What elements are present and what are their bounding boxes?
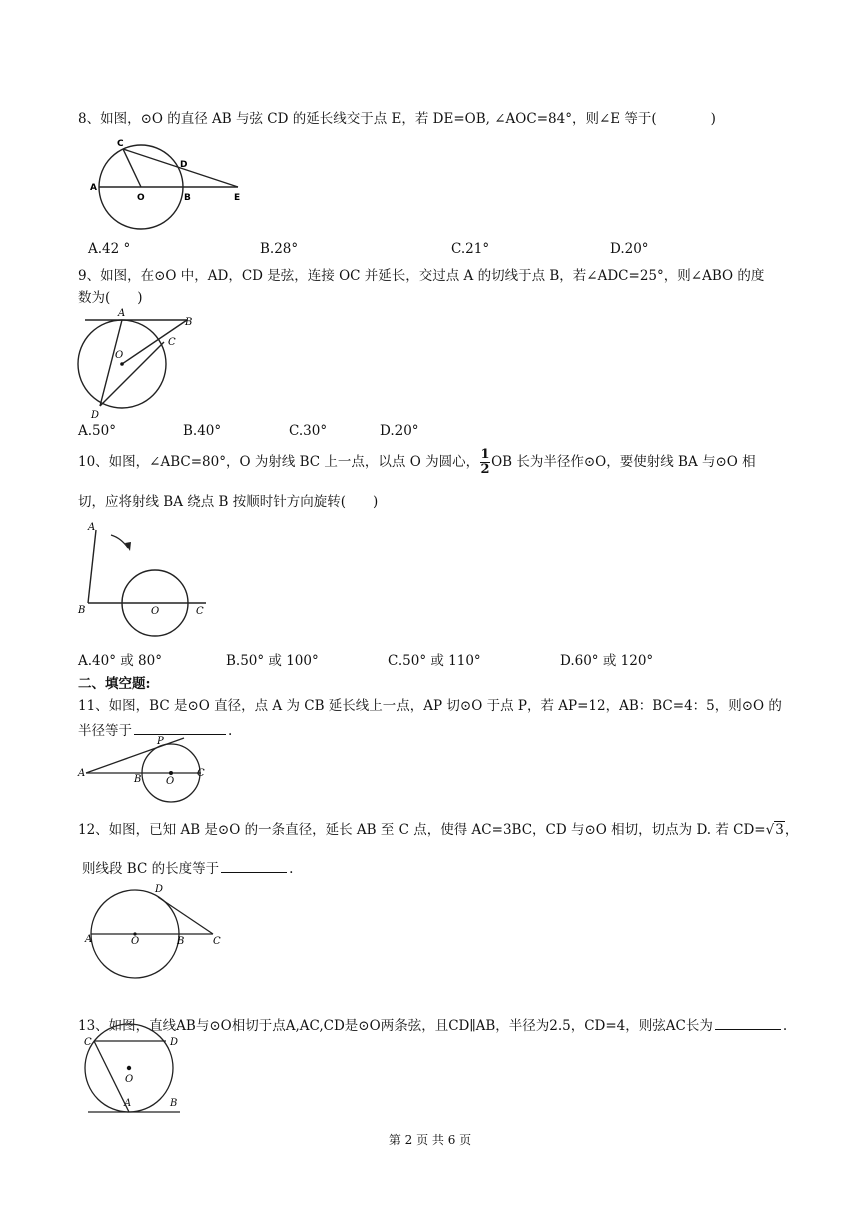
q12-line2-text: 则线段 BC 的长度等于 [82,861,220,877]
q9-line-ob [122,320,187,364]
q9-line-ad [100,320,122,406]
q13-answer-blank[interactable] [715,1028,781,1030]
q10-label-c: C [196,606,204,617]
q10-line1-b: OB 长为半径作⊙O，要使射线 BA 与⊙O 相 [491,454,756,470]
q10-option-a[interactable]: A.40° 或 80° [78,653,162,669]
q9-label-b: B [185,317,193,328]
q13-label-c: C [84,1037,92,1048]
q10-fraction [480,449,490,476]
q13-label-a: A [124,1098,132,1109]
q11-label-o: O [166,776,175,787]
q9-line-dc [100,342,164,406]
q8-label-b: B [184,193,191,203]
q10-line1 [78,449,756,476]
q11-line2-text: 半径等于 [78,723,132,739]
q8-option-c[interactable]: C.21° [451,241,490,257]
q12-sqrt-value: 3 [775,822,784,838]
q11-label-b: B [134,774,142,785]
q11-label-c: C [197,768,205,779]
q12-label-o: O [131,936,140,947]
q12-line1-b: ， [784,822,799,838]
q8-figure [88,132,248,232]
q8-label-o: O [137,193,145,203]
q8-label-e: E [234,193,241,203]
q8-label-a: A [90,183,97,193]
q9-label-d: D [91,410,100,421]
section-title-fill-in: 二、填空题: [78,676,151,692]
q9-center-dot [120,362,124,366]
q10-line1-a: 10、如图，∠ABC=80°，O 为射线 BC 上一点，以点 O 为圆心， [78,454,480,470]
q10-option-d[interactable]: D.60° 或 120° [560,653,654,669]
q10-ray-ba [88,530,96,603]
q13-label-o: O [125,1074,134,1085]
q10-label-o: O [151,606,160,617]
q11-figure [76,734,216,804]
q13-text: 13、如图，直线AB与⊙O相切于点A,AC,CD是⊙O两条弦，且CD∥AB，半径为2.5，CD=4，则弦AC长为 [78,1018,713,1034]
q8-text: 8、如图，⊙O 的直径 AB 与弦 CD 的延长线交于点 E，若 DE=OB, ∠AOC=84°，则∠E 等于( ) [78,111,716,127]
q9-line1: 9、如图，在⊙O 中，AD，CD 是弦，连接 OC 并延长，交过点 A 的切线于点 B，若∠ADC=25°，则∠ABO 的度 [78,268,765,284]
q11-label-a: A [78,768,86,779]
q10-rotation-arrow [111,535,128,548]
q9-option-c[interactable]: C.30° [289,423,328,439]
q11-tangent-ap [86,738,184,773]
q9-label-a: A [118,308,126,319]
q10-option-b[interactable]: B.50° 或 100° [226,653,319,669]
q9-option-d[interactable]: D.20° [380,423,419,439]
q9-line2: 数为( ) [78,290,143,306]
q12-tangent-dc [158,897,213,934]
q9-option-b[interactable]: B.40° [183,423,222,439]
q10-label-a: A [88,522,96,533]
q12-figure [78,880,228,980]
q13-text-end: . [782,1018,788,1034]
q8-label-d: D [180,160,188,170]
q9-option-a[interactable]: A.50° [78,423,116,439]
q8-label-c: C [117,139,124,149]
q13-label-d: D [170,1037,179,1048]
q12-line1-a: 12、如图，已知 AB 是⊙O 的一条直径，延长 AB 至 C 点，使得 AC=3BC，CD 与⊙O 相切，切点为 D. 若 CD= [78,822,766,838]
page-footer: 第 2 页 共 6 页 [388,1133,472,1147]
q10-option-c[interactable]: C.50° 或 110° [388,653,481,669]
q12-label-d: D [155,884,164,895]
q9-label-c: C [168,337,176,348]
q13-label-b: B [170,1098,178,1109]
q11-center-dot [169,771,173,775]
q12-line2-end: . [289,861,294,877]
q8-option-d[interactable]: D.20° [610,241,649,257]
q12-label-b: B [177,936,185,947]
q12-answer-blank[interactable] [221,871,287,873]
q8-option-b[interactable]: B.28° [260,241,299,257]
q12-label-a: A [85,934,93,945]
q9-figure [75,308,205,420]
q12-sqrt: √3 [765,822,784,838]
q11-label-p: P [157,736,164,747]
q10-arrow-head [125,542,131,551]
q10-frac-num: 1 [480,447,490,462]
q10-frac-den: 2 [480,462,490,477]
q10-figure [76,518,216,628]
q8-option-a[interactable]: A.42 ° [88,241,131,257]
q13-center-dot [127,1066,131,1070]
q11-line2-end: . [228,723,233,739]
q11-line1: 11、如图，BC 是⊙O 直径，点 A 为 CB 延长线上一点，AP 切⊙O 于点 P，若 AP=12，AB：BC=4：5，则⊙O 的 [78,698,782,714]
q13-figure [80,1022,200,1114]
q12-label-c: C [213,936,221,947]
q10-label-b: B [78,605,86,616]
q10-line2: 切，应将射线 BA 绕点 B 按顺时针方向旋转( ) [78,494,379,510]
q12-line2 [82,857,293,877]
q12-line1 [78,818,798,838]
q9-label-o: O [115,350,124,361]
